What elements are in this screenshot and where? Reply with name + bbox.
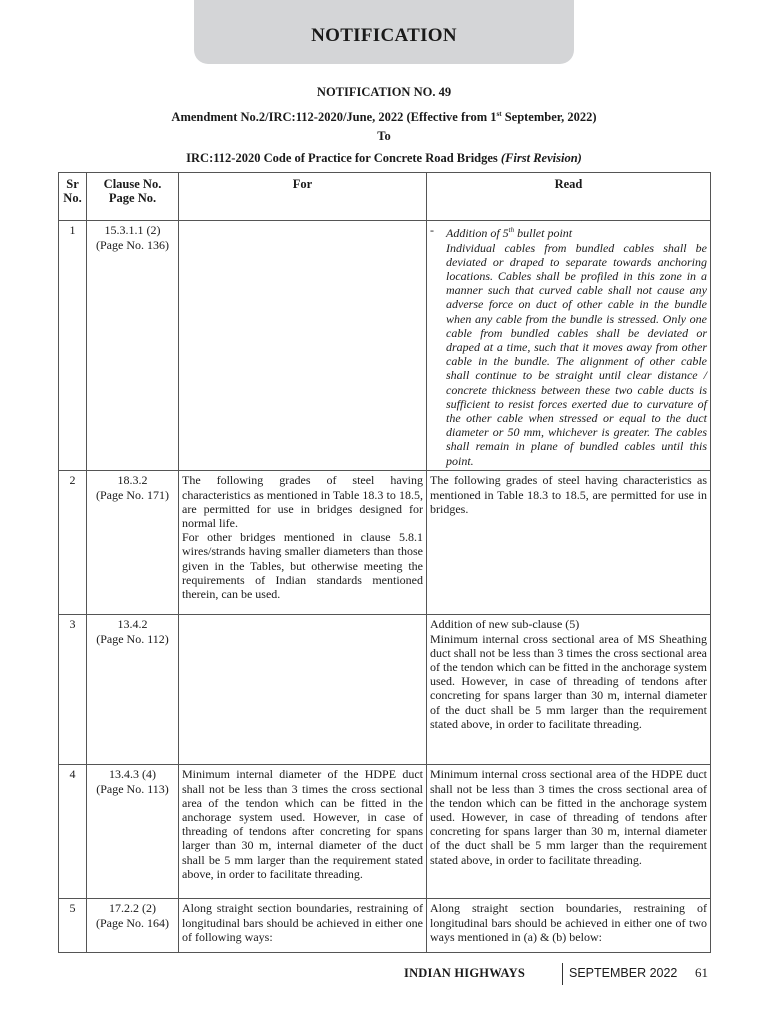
bullet-heading-text: Addition of 5: [446, 226, 509, 241]
clause-page: (Page No. 164): [96, 915, 169, 930]
sr-cell: 2: [59, 471, 87, 615]
table-header-row: [59, 173, 711, 221]
to-line: To: [377, 129, 391, 143]
header-no-label: No.: [63, 191, 82, 206]
table-row: [59, 221, 711, 471]
amendment-superscript: st: [496, 110, 502, 118]
for-paragraph-2: For other bridges mentioned in clause 5.8.1 wires/strands having smaller diameters than those given in the Tables, but otherwise meeting the requirements of Indian standards mentioned therein, can be used.: [182, 530, 423, 602]
header-read: Read: [427, 173, 711, 221]
table-row: [59, 471, 711, 615]
read-cell: Along straight section boundaries, restraining of longitudinal bars should be achieved in either one of two ways mentioned in (a) & (b) below:: [427, 899, 711, 953]
clause-page: (Page No. 113): [96, 781, 169, 796]
sr-cell: 1: [59, 221, 87, 471]
clause-page: (Page No. 171): [96, 487, 169, 502]
banner-title: NOTIFICATION: [311, 25, 457, 46]
read-cell: Minimum internal cross sectional area of the HDPE duct shall not be less than 3 times the cross sectional area of the tendon which can be fitted in the anchorage system used. However, in case of threading of tendons after concreting for spans larger than 30 m, internal diameter of the duct shall be 5 mm larger than the requirement stated above, in order to facilitate threading.: [427, 765, 711, 899]
amendment-text-end: September, 2022): [501, 110, 597, 125]
code-title-line: [0, 150, 768, 166]
amendment-table: [58, 172, 711, 953]
clause-number: 18.3.2: [117, 473, 148, 488]
amendment-text: Amendment No.2/IRC:112-2020/June, 2022 (Effective from 1: [171, 110, 497, 125]
header-clause-label: Clause No.: [103, 177, 162, 191]
sr-cell: 3: [59, 615, 87, 765]
read-cell: The following grades of steel having characteristics as mentioned in Table 18.3 to 18.5, are permitted for use in bridges.: [427, 471, 711, 615]
table-row: [59, 899, 711, 953]
header-clause-no: [87, 173, 179, 221]
table-row: [59, 615, 711, 765]
amendment-line: [0, 106, 768, 125]
sr-cell: 4: [59, 765, 87, 899]
clause-number: 13.4.2: [117, 617, 148, 632]
read-cell: [427, 221, 711, 471]
header-for: For: [179, 173, 427, 221]
journal-name: INDIAN HIGHWAYS: [404, 966, 525, 980]
header-sr-label: Sr: [66, 177, 79, 191]
bullet-heading-end: bullet point: [514, 226, 573, 241]
for-cell: [179, 221, 427, 471]
footer-divider: [562, 963, 563, 985]
code-revision: (First Revision): [500, 151, 582, 165]
clause-cell: [87, 221, 179, 471]
for-paragraph-1: The following grades of steel having characteristics as mentioned in Table 18.3 to 18.5, are permitted for use in bridges designed for normal life.: [182, 473, 423, 531]
for-cell: Minimum internal diameter of the HDPE duct shall not be less than 3 times the cross sectional area of the tendon which can be fitted in the anchorage system used. However, in case of threading of tendons after concreting for spans larger than 30 m, internal diameter of the duct shall be 5 mm larger than the requirement stated above, in order to facilitate threading.: [179, 765, 427, 899]
clause-number: 13.4.3 (4): [109, 767, 156, 782]
clause-cell: [87, 615, 179, 765]
code-title: IRC:112-2020 Code of Practice for Concrete Road Bridges: [186, 151, 501, 165]
for-cell: [179, 615, 427, 765]
clause-page: (Page No. 112): [96, 631, 169, 646]
header-sr-no: [59, 173, 87, 221]
clause-number: 17.2.2 (2): [109, 901, 156, 916]
read-cell: [427, 615, 711, 765]
sr-cell: 5: [59, 899, 87, 953]
bullet-superscript: th: [508, 226, 515, 235]
clause-number: 15.3.1.1 (2): [104, 223, 161, 238]
dash-marker: -: [430, 223, 434, 238]
clause-page: (Page No. 136): [96, 237, 169, 252]
clause-cell: [87, 899, 179, 953]
page-number: 61: [695, 965, 708, 980]
for-cell: Along straight section boundaries, restraining of longitudinal bars should be achieved in either one of following ways:: [179, 899, 427, 953]
notification-banner: [194, 0, 574, 64]
table-row: [59, 765, 711, 899]
clause-cell: [87, 471, 179, 615]
header-page-label: Page No.: [108, 191, 157, 206]
notification-number: NOTIFICATION NO. 49: [316, 85, 452, 99]
read-subclause-title: Addition of new sub-clause (5): [430, 617, 580, 632]
read-body-text: Individual cables from bundled cables shall be deviated or draped to separate towards anchoring locations. Cables shall be profiled in this zone in a manner such that curved cable shall not cause any adverse force on duct of other cable in the bundle when any cable from the bundle is stressed. Only one cable from bundled cables shall be deviated or draped at a time, such that it moves away from other cable in the bundle. The alignment of other cable shall continue to be straight until clear distance / concrete thickness between these two cable ducts is sufficient to resist forces exerted due to curvature of the other cable when stressed or equal to the duct diameter or 50 mm, whichever is greater. The cables shall remain in plane of bundled cables until this point.: [446, 240, 707, 468]
read-body-text: Minimum internal cross sectional area of MS Sheathing duct shall not be less than 3 times the cross sectional area of the tendon which can be fitted in the anchorage system used. However, in case of threading of tendons after concreting for spans larger than 30 m, internal diameter of the duct shall be 5 mm larger than the requirement stated above, in order to facilitate threading.: [430, 631, 707, 731]
bullet-heading: [430, 223, 707, 240]
for-cell: [179, 471, 427, 615]
issue-date: SEPTEMBER 2022: [569, 966, 678, 980]
clause-cell: [87, 765, 179, 899]
